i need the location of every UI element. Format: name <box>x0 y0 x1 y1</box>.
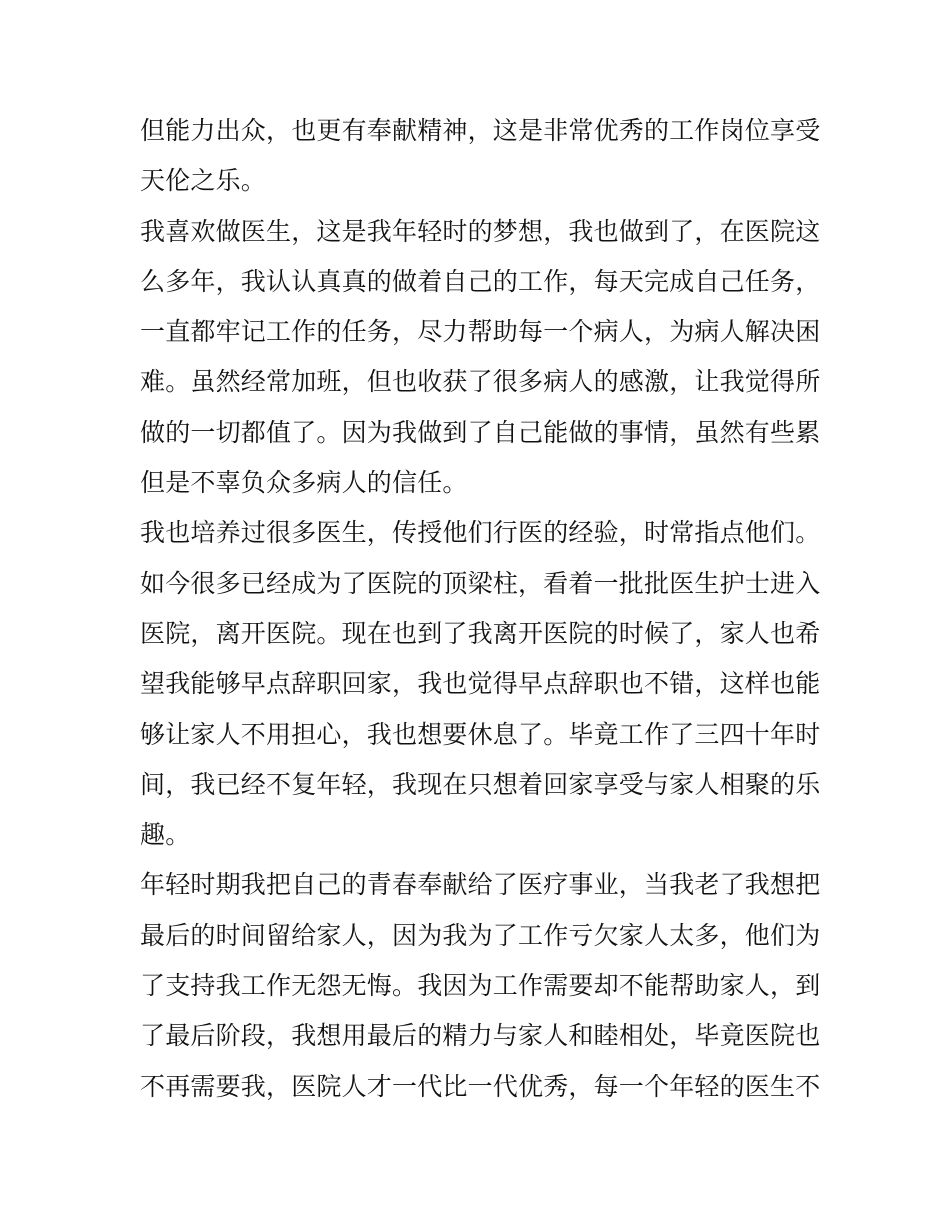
text-line: 了最后阶段，我想用最后的精力与家人和睦相处，毕竟医院也 <box>140 1021 821 1051</box>
text-line: 天伦之乐。 <box>140 166 267 196</box>
text-line: 望我能够早点辞职回家，我也觉得早点辞职也不错，这样也能 <box>140 669 821 699</box>
text-line: 我喜欢做医生，这是我年轻时的梦想，我也做到了，在医院这 <box>140 216 821 246</box>
paragraph-3 <box>140 508 820 860</box>
text-line: 如今很多已经成为了医院的顶梁柱，看着一批批医生护士进入 <box>140 568 821 598</box>
text-line: 不再需要我，医院人才一代比一代优秀，每一个年轻的医生不 <box>140 1071 821 1101</box>
paragraph-2 <box>140 207 820 509</box>
text-line: 难。虽然经常加班，但也收获了很多病人的感激，让我觉得所 <box>140 367 821 397</box>
text-line: 医院，离开医院。现在也到了我离开医院的时候了，家人也希 <box>140 618 821 648</box>
text-line: 但是不辜负众多病人的信任。 <box>140 468 468 498</box>
text-line: 一直都牢记工作的任务，尽力帮助每一个病人，为病人解决困 <box>140 317 821 347</box>
paragraph-4 <box>140 860 820 1111</box>
paragraph-1 <box>140 106 820 207</box>
text-line: 最后的时间留给家人，因为我为了工作亏欠家人太多，他们为 <box>140 920 821 950</box>
text-line: 但能力出众，也更有奉献精神，这是非常优秀的工作岗位享受 <box>140 116 821 145</box>
text-line: 够让家人不用担心，我也想要休息了。毕竟工作了三四十年时 <box>140 719 821 749</box>
text-line: 做的一切都值了。因为我做到了自己能做的事情，虽然有些累 <box>140 417 821 447</box>
text-line: 了支持我工作无怨无悔。我因为工作需要却不能帮助家人，到 <box>140 971 821 1001</box>
document-body <box>140 106 820 1112</box>
text-line: 年轻时期我把自己的青春奉献给了医疗事业，当我老了我想把 <box>140 870 821 900</box>
text-line: 么多年，我认认真真的做着自己的工作，每天完成自己任务， <box>140 266 821 296</box>
text-line: 趣。 <box>140 820 191 850</box>
text-line: 间，我已经不复年轻，我现在只想着回家享受与家人相聚的乐 <box>140 769 821 799</box>
text-line: 我也培养过很多医生，传授他们行医的经验，时常指点他们。 <box>140 518 821 548</box>
